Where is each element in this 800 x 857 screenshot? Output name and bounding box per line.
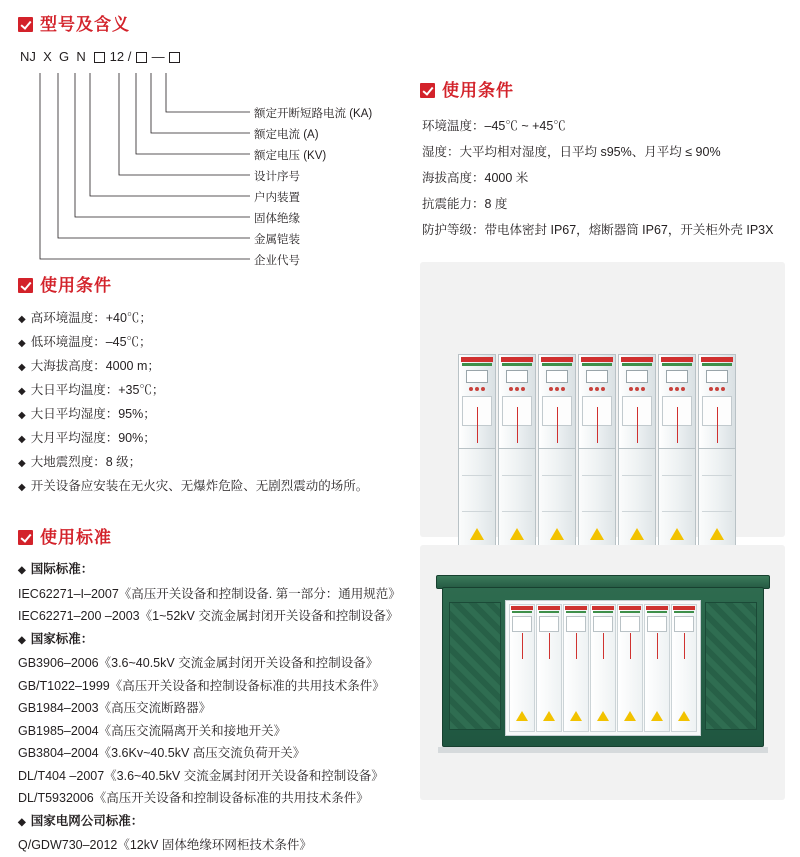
warning-triangle-icon [543, 711, 555, 721]
cabinet-unit [644, 604, 670, 732]
list-item [18, 427, 418, 451]
left-column [18, 16, 418, 857]
standard-item-label: Q/GDW730–2012《12kV 固体绝缘环网柜技术条件》 [18, 838, 312, 852]
enclosure-door-right [705, 602, 757, 730]
standard-item [18, 720, 418, 743]
standard-item-label: IEC62271–I–2007《高压开关设备和控制设备. 第一部分：通用规范》 [18, 586, 401, 601]
cabinet-unit [563, 604, 589, 732]
diamond-bullet-icon: ◆ [18, 816, 26, 828]
model-label-2: 额定电压 (KV) [254, 150, 327, 162]
group-heading-label: 国家标准： [30, 631, 94, 646]
list-item [18, 451, 418, 475]
diamond-bullet-icon: ◆ [18, 386, 26, 397]
substation-enclosure [442, 587, 764, 747]
warning-triangle-icon [510, 528, 524, 540]
standard-item-label: IEC62271–200 –2003《1~52kV 交流金属封闭开关设备和控制设备》 [18, 609, 399, 623]
diamond-bullet-icon: ◆ [18, 314, 26, 325]
condition-line: 湿度：大平均相对湿度，日平均 s95%、月平均 ≤ 90% [422, 145, 721, 159]
list-item-label: 大海拔高度：4000 m； [30, 359, 160, 373]
diamond-bullet-icon: ◆ [18, 565, 26, 576]
section-header-conditions-right [420, 82, 785, 99]
section-header-conditions-left [18, 277, 418, 294]
standard-item-label: GB3804–2004《3.6Kv~40.5kV 高压交流负荷开关》 [18, 746, 306, 760]
group-heading-label: 国家电网公司标准： [30, 813, 144, 828]
code-char-0: NJ [20, 49, 36, 64]
condition-line: 环境温度：–45℃ ~ +45℃ [422, 119, 566, 133]
cabinet-unit [590, 604, 616, 732]
standard-item [18, 675, 418, 698]
model-label-0: 额定开断短路电流 (KA) [254, 108, 373, 120]
standards-group-heading [18, 810, 418, 835]
code-char-8: — [151, 49, 165, 64]
warning-triangle-icon [670, 528, 684, 540]
enclosure-door-left [449, 602, 501, 730]
substation-cabinet-row [505, 600, 701, 736]
diamond-bullet-icon: ◆ [18, 458, 26, 469]
list-item [18, 475, 418, 499]
model-code-diagram [18, 49, 418, 267]
list-item [18, 307, 418, 331]
warning-triangle-icon [630, 528, 644, 540]
model-label-7: 企业代号 [254, 255, 300, 267]
standard-item [18, 605, 418, 628]
substation-base-shadow [438, 747, 768, 753]
warning-triangle-icon [710, 528, 724, 540]
check-mark-icon [18, 278, 33, 293]
standard-item [18, 583, 418, 606]
standards-list [18, 558, 418, 857]
warning-triangle-icon [516, 711, 528, 721]
section-title-model: 型号及含义 [40, 15, 130, 34]
standard-item [18, 834, 418, 857]
cabinet-unit [536, 604, 562, 732]
list-item-label: 大日平均湿度：95%； [30, 407, 156, 421]
standard-item-label: GB/T1022–1999《高压开关设备和控制设备标准的共用技术条件》 [18, 678, 385, 693]
check-mark-icon [18, 530, 33, 545]
list-item-label: 高环境温度：+40℃； [30, 311, 152, 325]
model-label-4: 户内装置 [254, 192, 300, 204]
cabinet-unit [578, 354, 616, 557]
conditions-left-list [18, 307, 418, 499]
code-char-3: N [76, 49, 86, 64]
code-char-1: X [43, 49, 52, 64]
list-item-label: 低环境温度：–45℃； [30, 335, 152, 349]
model-label-5: 固体绝缘 [254, 213, 300, 225]
warning-triangle-icon [470, 528, 484, 540]
model-label-1: 额定电流 (A) [254, 129, 319, 141]
warning-triangle-icon [597, 711, 609, 721]
cabinet-unit [458, 354, 496, 557]
standard-item [18, 742, 418, 765]
code-char-2: G [59, 49, 70, 64]
code-char-5: 12 [109, 49, 125, 64]
diamond-bullet-icon: ◆ [18, 338, 26, 349]
diamond-bullet-icon: ◆ [18, 410, 26, 421]
model-label-6: 金属铠装 [254, 234, 300, 246]
product-image-switchgear-row [420, 262, 785, 537]
list-item-label: 大月平均湿度：90%； [30, 431, 156, 445]
diamond-bullet-icon: ◆ [18, 634, 26, 646]
diamond-bullet-icon: ◆ [18, 434, 26, 445]
condition-line: 海拔高度：4000 米 [422, 171, 529, 185]
model-label-3: 设计序号 [254, 171, 300, 183]
cabinet-unit [498, 354, 536, 557]
section-header-standards [18, 529, 418, 546]
check-mark-icon [18, 17, 33, 32]
standard-item-label: GB1984–2003《高压交流断路器》 [18, 701, 212, 715]
standard-item [18, 787, 418, 810]
group-heading-label: 国际标准： [30, 562, 94, 576]
standard-item [18, 697, 418, 720]
warning-triangle-icon [678, 711, 690, 721]
warning-triangle-icon [624, 711, 636, 721]
standard-item-label: DL/T5932006《高压开关设备和控制设备标准的共用技术条件》 [18, 791, 369, 805]
cabinet-unit [538, 354, 576, 557]
product-image-substation [420, 545, 785, 800]
cabinet-unit [671, 604, 697, 732]
standard-item-label: DL/T404 –2007《3.6~40.5kV 交流金属封闭开关设备和控制设备》 [18, 768, 384, 783]
standard-item-label: GB1985–2004《高压交流隔离开关和接地开关》 [18, 723, 287, 738]
cabinet-unit [698, 354, 736, 557]
section-title-conditions-left: 使用条件 [40, 276, 112, 295]
list-item-label: 大日平均温度：+35℃； [30, 383, 165, 397]
list-item [18, 331, 418, 355]
standard-item [18, 652, 418, 675]
condition-line: 防护等级：带电体密封 IP67，熔断器筒 IP67，开关柜外壳 IP3X [422, 223, 774, 237]
standards-group-heading [18, 628, 418, 653]
cabinet-unit [658, 354, 696, 557]
cabinet-row [458, 354, 736, 557]
right-column [420, 82, 785, 243]
warning-triangle-icon [651, 711, 663, 721]
warning-triangle-icon [590, 528, 604, 540]
cabinet-unit [618, 354, 656, 557]
list-item [18, 355, 418, 379]
warning-triangle-icon [550, 528, 564, 540]
diamond-bullet-icon: ◆ [18, 482, 26, 493]
standard-item [18, 765, 418, 788]
standards-group-heading [18, 558, 418, 583]
check-mark-icon [420, 83, 435, 98]
code-char-6: / [127, 49, 132, 64]
conditions-right-list [420, 113, 785, 243]
section-title-conditions-right: 使用条件 [442, 81, 514, 100]
condition-line: 抗震能力：8 度 [422, 197, 508, 211]
warning-triangle-icon [570, 711, 582, 721]
list-item [18, 403, 418, 427]
section-header-model [18, 16, 418, 33]
list-item-label: 大地震烈度：8 级； [30, 455, 142, 469]
section-title-standards: 使用标准 [40, 528, 112, 547]
cabinet-unit [617, 604, 643, 732]
list-item-label: 开关设备应安装在无火灾、无爆炸危险、无剧烈震动的场所。 [30, 479, 369, 493]
standard-item-label: GB3906–2006《3.6~40.5kV 交流金属封闭开关设备和控制设备》 [18, 656, 379, 670]
model-code-leader-lines [18, 49, 418, 239]
diamond-bullet-icon: ◆ [18, 362, 26, 373]
list-item [18, 379, 418, 403]
cabinet-unit [509, 604, 535, 732]
